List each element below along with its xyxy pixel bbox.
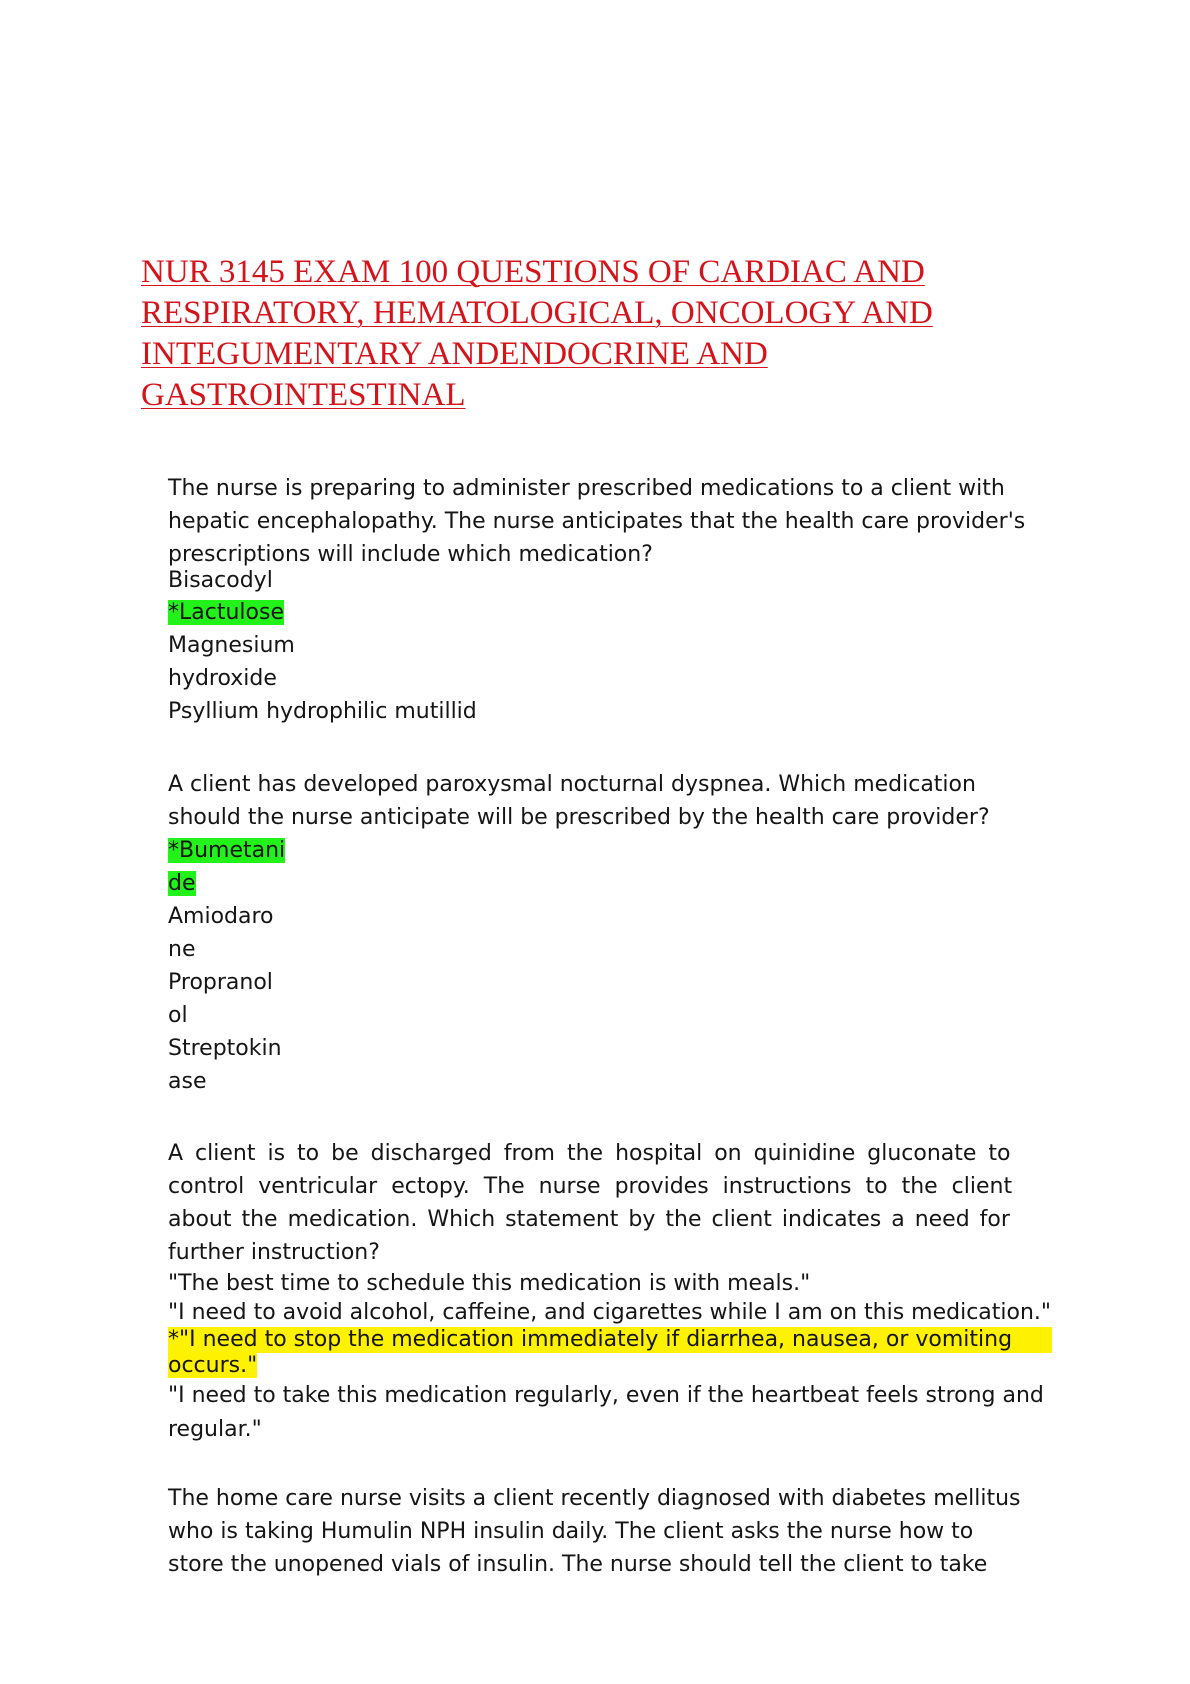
question-stem-line: who is taking Humulin NPH insulin daily. The client asks the nurse how to: [168, 1519, 974, 1544]
question-1: [168, 472, 1068, 728]
answer-option: "The best time to schedule this medication is with meals.": [168, 1271, 811, 1296]
title-line: GASTROINTESTINAL: [141, 377, 466, 413]
question-3: [168, 1137, 1068, 1446]
answer-option: hydroxide: [168, 666, 277, 691]
title-line: RESPIRATORY, HEMATOLOGICAL, ONCOLOGY AND: [141, 295, 933, 331]
question-4: [168, 1482, 1068, 1581]
correct-answer-option: *"I need to stop the medication immediately if diarrhea, nausea, or vomiting: [168, 1327, 1052, 1353]
question-stem-line: The home care nurse visits a client recently diagnosed with diabetes mellitus: [168, 1486, 1021, 1511]
answer-option: Streptokin: [168, 1036, 282, 1061]
answer-option: ne: [168, 937, 196, 962]
correct-answer-option: *Lactulose: [168, 600, 284, 625]
question-stem-line: further instruction?: [168, 1240, 380, 1265]
answer-option: Amiodaro: [168, 904, 274, 929]
question-stem-line: control ventricular ectopy. The nurse provides instructions to the client: [168, 1174, 1013, 1199]
question-stem-line: A client has developed paroxysmal nocturnal dyspnea. Which medication: [168, 772, 976, 797]
question-stem-line: hepatic encephalopathy. The nurse anticipates that the health care provider's: [168, 509, 1026, 534]
document-title: [141, 252, 961, 416]
question-stem-line: should the nurse anticipate will be prescribed by the health care provider?: [168, 805, 990, 830]
question-stem-line: prescriptions will include which medication?: [168, 542, 653, 567]
correct-answer-option: *Bumetani: [168, 838, 286, 863]
question-stem-line: The nurse is preparing to administer prescribed medications to a client with: [168, 476, 1005, 501]
question-stem-line: about the medication. Which statement by the client indicates a need for: [168, 1207, 1010, 1232]
correct-answer-option: de: [168, 871, 196, 896]
answer-option: ase: [168, 1069, 207, 1094]
answer-option: Bisacodyl: [168, 568, 273, 593]
answer-option: Magnesium: [168, 633, 295, 658]
question-stem-line: store the unopened vials of insulin. The nurse should tell the client to take: [168, 1552, 988, 1577]
question-2: [168, 768, 1068, 1098]
answer-option: Propranol: [168, 970, 273, 995]
answer-option: regular.": [168, 1417, 262, 1442]
answer-option: Psyllium hydrophilic mutillid: [168, 699, 477, 724]
title-line: INTEGUMENTARY ANDENDOCRINE AND: [141, 336, 768, 372]
answer-option: "I need to avoid alcohol, caffeine, and cigarettes while I am on this medication.": [168, 1300, 1052, 1325]
title-line: NUR 3145 EXAM 100 QUESTIONS OF CARDIAC AND: [141, 254, 925, 290]
answer-option: ol: [168, 1003, 188, 1028]
question-stem-line: A client is to be discharged from the hospital on quinidine gluconate to: [168, 1141, 1011, 1166]
correct-answer-option: occurs.": [168, 1353, 258, 1378]
answer-option: "I need to take this medication regularly, even if the heartbeat feels strong and: [168, 1383, 1044, 1408]
